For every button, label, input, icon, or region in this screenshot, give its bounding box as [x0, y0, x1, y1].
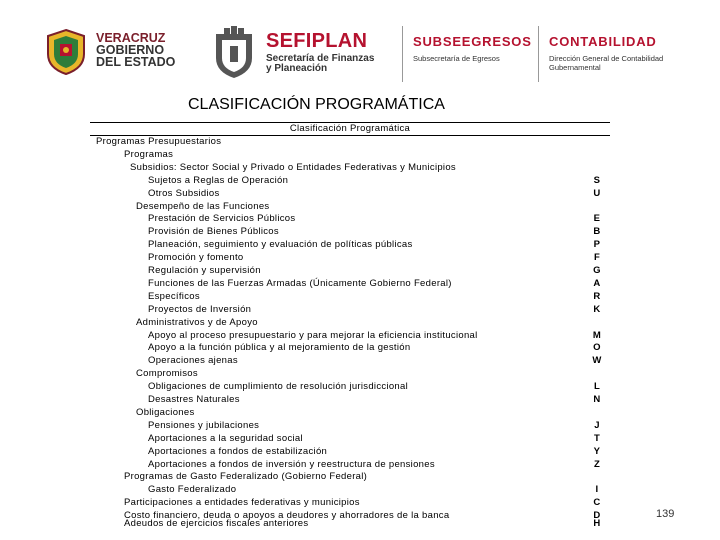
row-label: Promoción y fomento [148, 252, 244, 264]
row-code: E [593, 213, 601, 225]
table-row [90, 420, 610, 433]
table-row [90, 394, 610, 407]
row-label: Costo financiero, deuda o apoyos a deudores y ahorradores de la banca [124, 510, 450, 522]
subseegresos-desc: Subsecretaría de Egresos [413, 54, 500, 63]
table-row [90, 213, 610, 226]
table-row [90, 265, 610, 278]
table-row [90, 136, 610, 149]
table-row [90, 188, 610, 201]
row-code: K [593, 303, 601, 315]
sefiplan-title: SEFIPLAN [266, 30, 368, 52]
sefiplan-logo [210, 24, 390, 80]
row-code: F [593, 252, 601, 264]
row-label: Prestación de Servicios Públicos [148, 213, 296, 225]
table-row [90, 175, 610, 188]
row-code: O [593, 342, 601, 354]
table-row [90, 342, 610, 355]
row-label: Apoyo al proceso presupuestario y para mejorar la eficiencia institucional [148, 329, 478, 341]
table-row [90, 381, 610, 394]
table-row [90, 239, 610, 252]
veracruz-title: VERACRUZ [96, 31, 166, 45]
table-row [90, 368, 610, 381]
row-code: J [594, 419, 600, 431]
row-label: Pensiones y jubilaciones [148, 419, 260, 431]
row-label: Programas [124, 148, 174, 160]
table-row [90, 518, 610, 531]
contabilidad-title: CONTABILIDAD [549, 34, 657, 49]
subseegresos-title: SUBSEEGRESOS [413, 34, 532, 49]
row-code: U [593, 187, 601, 199]
sefiplan-crest-icon [210, 24, 258, 80]
row-label: Obligaciones de cumplimiento de resolución jurisdiccional [148, 381, 409, 393]
contabilidad-header [538, 26, 709, 82]
table-header: Clasificación Programática [289, 123, 411, 134]
table-row [90, 278, 610, 291]
table-row [90, 304, 610, 317]
table-row [90, 433, 610, 446]
row-label: Adeudos de ejercicios fiscales anteriores [124, 518, 309, 529]
classification-table [90, 122, 610, 532]
row-label: Programas de Gasto Federalizado (Gobierno Federal) [124, 471, 368, 483]
table-row [90, 497, 610, 510]
page-title: CLASIFICACIÓN PROGRAMÁTICA [188, 96, 445, 113]
table-row [90, 149, 610, 162]
row-label: Programas Presupuestarios [96, 136, 222, 147]
veracruz-estado: DEL ESTADO [96, 55, 176, 69]
row-label: Subsidios: Sector Social y Privado o Entidades Federativas y Municipios [130, 161, 456, 173]
row-code: Y [593, 445, 601, 457]
row-code: T [593, 432, 601, 444]
table-row [90, 471, 610, 484]
table-row [90, 226, 610, 239]
row-code: M [592, 329, 602, 341]
table-row [90, 201, 610, 214]
page-number: 139 [656, 508, 675, 520]
table-row [90, 330, 610, 343]
row-label: Desempeño de las Funciones [136, 200, 270, 212]
row-label: Obligaciones [136, 406, 195, 418]
row-label: Regulación y supervisión [148, 265, 261, 276]
sefiplan-subtitle-1: Secretaría de Finanzas [266, 53, 375, 64]
row-code: H [593, 518, 601, 529]
row-code: C [593, 497, 601, 509]
table-row [90, 317, 610, 330]
row-label: Aportaciones a fondos de estabilización [148, 445, 328, 457]
contabilidad-desc-1: Dirección General de Contabilidad [549, 54, 664, 63]
row-label: Desastres Naturales [148, 394, 240, 405]
table-row [90, 291, 610, 304]
row-label: Operaciones ajenas [148, 355, 238, 367]
subseegresos-header [402, 26, 533, 82]
row-code: R [593, 290, 601, 302]
row-code: Z [593, 458, 601, 470]
row-code: S [593, 174, 601, 186]
row-label: Sujetos a Reglas de Operación [148, 174, 289, 186]
veracruz-crest-icon [44, 28, 88, 76]
row-label: Aportaciones a la seguridad social [148, 432, 303, 444]
table-row [90, 252, 610, 265]
row-label: Participaciones a entidades federativas y municipios [124, 497, 360, 509]
row-label: Específicos [148, 290, 200, 302]
row-code: P [593, 239, 601, 251]
table-row [90, 355, 610, 368]
row-label: Aportaciones a fondos de inversión y reestructura de pensiones [148, 458, 435, 470]
table-row [90, 407, 610, 420]
row-code: W [592, 355, 602, 367]
row-code: A [593, 277, 601, 289]
row-label: Planeación, seguimiento y evaluación de políticas públicas [148, 239, 413, 251]
row-code: I [595, 484, 599, 496]
table-row [90, 459, 610, 472]
row-code: L [593, 381, 601, 393]
row-label: Proyectos de Inversión [148, 303, 252, 315]
row-label: Apoyo a la función pública y al mejoramiento de la gestión [148, 342, 411, 354]
table-row [90, 484, 610, 497]
row-label: Gasto Federalizado [148, 484, 237, 496]
table-row [90, 162, 610, 175]
row-label: Funciones de las Fuerzas Armadas (Únicamente Gobierno Federal) [148, 277, 452, 289]
row-code: G [593, 265, 601, 276]
row-label: Compromisos [136, 368, 198, 380]
table-row [90, 446, 610, 459]
row-code: D [593, 510, 601, 522]
row-label: Administrativos y de Apoyo [136, 316, 258, 328]
row-code: N [593, 394, 601, 405]
row-code: B [593, 226, 601, 238]
sefiplan-subtitle-2: y Planeación [266, 63, 328, 74]
row-label: Provisión de Bienes Públicos [148, 226, 279, 238]
veracruz-gobierno: GOBIERNO [96, 43, 165, 57]
veracruz-logo [40, 24, 180, 80]
row-label: Otros Subsidios [148, 187, 220, 199]
contabilidad-desc-2: Gubernamental [549, 63, 601, 72]
